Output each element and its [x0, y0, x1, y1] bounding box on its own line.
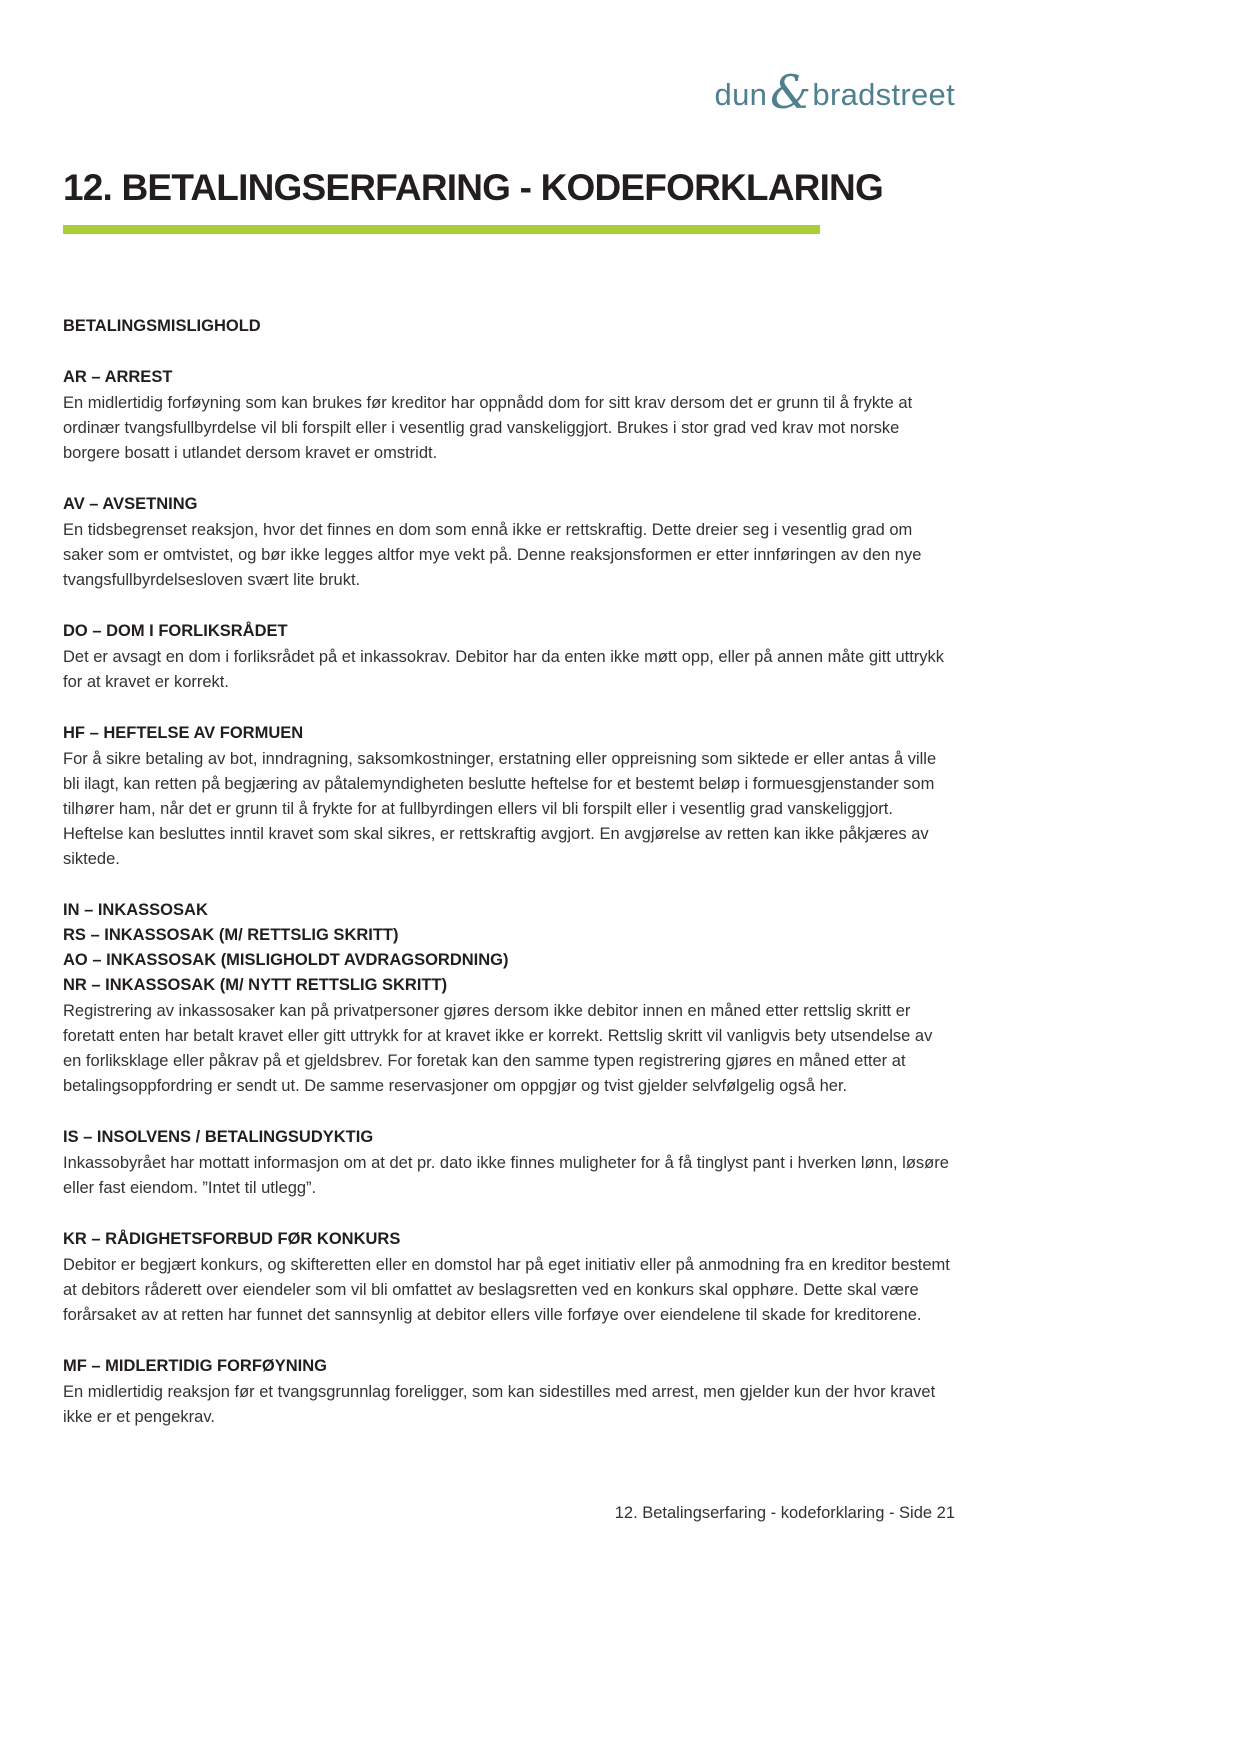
- section-headings: [63, 1125, 955, 1150]
- section-headings: [63, 492, 955, 517]
- section-headings: [63, 365, 955, 390]
- section-headings: [63, 898, 955, 998]
- section-body: Registrering av inkassosaker kan på privatpersoner gjøres dersom ikke debitor innen en måned etter rettslig skritt er foretatt enten har betalt kravet eller gitt uttrykk for at kravet ikke er korrekt. Rettslig skritt vil vanligvis bety utsendelse av en forliksklage eller påkrav på et gjeldsbrev. For foretak kan den samme typen registrering gjøres en måned etter at betalingsoppfordring er sendt ut. De samme reservasjoner om oppgjør og tvist gjelder selvfølgelig også her.: [63, 1001, 933, 1095]
- section-body: En tidsbegrenset reaksjon, hvor det finnes en dom som ennå ikke er rettskraftig. Dette dreier seg i vesentlig grad om saker som er omtvistet, og bør ikke legges altfor mye vekt på. Denne reaksjonsformen er etter innføringen av den nye tvangsfullbyrdelsesloven svært lite brukt.: [63, 520, 922, 589]
- code-section: [63, 1354, 955, 1430]
- section-body: Det er avsagt en dom i forliksrådet på et inkassokrav. Debitor har da enten ikke møtt opp, eller på annen måte gitt uttrykk for at kravet er korrekt.: [63, 647, 945, 691]
- section-heading: DO – DOM I FORLIKSRÅDET: [63, 621, 288, 640]
- code-section: [63, 1227, 955, 1328]
- section-body: Debitor er begjært konkurs, og skifteretten eller en domstol har på eget initiativ eller på anmodning fra en kreditor bestemt at debitors råderett over eiendeler som vil bli omfattet av beslagsretten ved en konkurs skal opphøre. Dette skal være forårsaket av at retten har funnet det sannsynlig at debitor ellers ville forføye over eiendelene til skade for kreditorene.: [63, 1255, 950, 1324]
- section-body: Inkassobyrået har mottatt informasjon om at det pr. dato ikke finnes muligheter for å få tinglyst pant i hverken lønn, løsøre eller fast eiendom. ”Intet til utlegg”.: [63, 1153, 949, 1197]
- section-body: For å sikre betaling av bot, inndragning, saksomkostninger, erstatning eller oppreisning som siktede er eller antas å ville bli ilagt, kan retten på begjæring av påtalemyndigheten beslutte heftelse for et bestemt beløp i formuesgjenstander som tilhører ham, når det er grunn til å frykte for at fullbyrdingen ellers vil bli forspilt eller i vesentlig grad vanskeliggjort. Heftelse kan besluttes inntil kravet som skal sikres, er rettskraftig avgjort. En avgjørelse av retten kan ikke påkjæres av siktede.: [63, 749, 937, 868]
- section-headings: [63, 721, 955, 746]
- logo-ampersand-icon: &: [770, 65, 812, 119]
- logo-word-bradstreet: bradstreet: [812, 77, 955, 112]
- section-headings: [63, 1227, 955, 1252]
- section-heading: KR – RÅDIGHETSFORBUD FØR KONKURS: [63, 1229, 401, 1248]
- section-heading: HF – HEFTELSE AV FORMUEN: [63, 723, 304, 742]
- section-heading: AO – INKASSOSAK (MISLIGHOLDT AVDRAGSORDNING): [63, 950, 509, 969]
- group-heading-betalingsmislighold: BETALINGSMISLIGHOLD: [63, 316, 261, 335]
- code-section: [63, 898, 955, 1099]
- logo-word-dun: dun: [714, 77, 768, 112]
- code-section: [63, 1125, 955, 1201]
- section-heading: IN – INKASSOSAK: [63, 900, 208, 919]
- code-section: [63, 721, 955, 872]
- section-body: En midlertidig reaksjon før et tvangsgrunnlag foreligger, som kan sidestilles med arrest, men gjelder kun der hvor kravet ikke er et pengekrav.: [63, 1382, 936, 1426]
- section-heading: MF – MIDLERTIDIG FORFØYNING: [63, 1356, 327, 1375]
- code-section: [63, 492, 955, 593]
- section-heading: IS – INSOLVENS / BETALINGSUDYKTIG: [63, 1127, 374, 1146]
- section-headings: [63, 619, 955, 644]
- document-content: [63, 0, 955, 1430]
- section-heading: AV – AVSETNING: [63, 494, 198, 513]
- section-body: En midlertidig forføyning som kan brukes før kreditor har oppnådd dom for sitt krav dersom det er grunn til å frykte at ordinær tvangsfullbyrdelse vil bli forspilt eller i vesentlig grad vanskeliggjort. Brukes i stor grad ved krav mot norske borgere bosatt i utlandet dersom kravet er omstridt.: [63, 393, 913, 462]
- section-headings: [63, 1354, 955, 1379]
- code-section: [63, 365, 955, 466]
- sections-list: [63, 365, 955, 1430]
- code-section: [63, 619, 955, 695]
- page-footer: 12. Betalingserfaring - kodeforklaring - Side 21: [614, 1504, 955, 1522]
- page-title: 12. BETALINGSERFARING - KODEFORKLARING: [63, 167, 883, 208]
- title-accent-bar: [63, 225, 820, 234]
- section-heading: RS – INKASSOSAK (M/ RETTSLIG SKRITT): [63, 925, 399, 944]
- section-heading: NR – INKASSOSAK (M/ NYTT RETTSLIG SKRITT): [63, 975, 448, 994]
- section-heading: AR – ARREST: [63, 367, 173, 386]
